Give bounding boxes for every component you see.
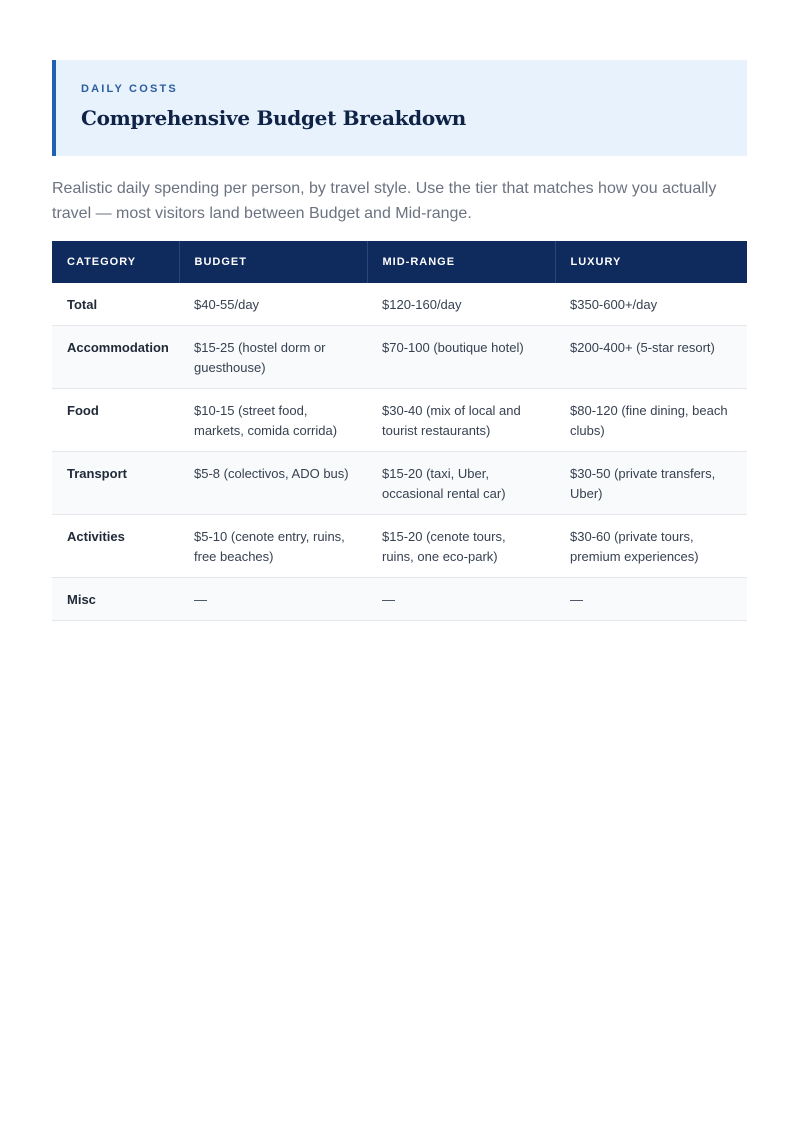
cell-luxury: $200-400+ (5-star resort) — [555, 326, 747, 389]
cell-luxury: $30-60 (private tours, premium experiences) — [555, 515, 747, 578]
intro-paragraph: Realistic daily spending per person, by travel style. Use the tier that matches how you actually travel — most visitors land between Budget and Mid-range. — [52, 180, 717, 222]
row-category: Transport — [52, 452, 179, 515]
row-category: Total — [52, 283, 179, 326]
cell-budget: $5-8 (colectivos, ADO bus) — [179, 452, 367, 515]
cell-mid-range: — — [367, 578, 555, 621]
header-luxury: LUXURY — [555, 241, 747, 283]
table-row — [52, 452, 747, 515]
row-category: Misc — [52, 578, 179, 621]
cell-luxury: — — [555, 578, 747, 621]
row-category: Activities — [52, 515, 179, 578]
header-category: CATEGORY — [52, 241, 179, 283]
cell-budget: $40-55/day — [179, 283, 367, 326]
section-callout — [52, 60, 747, 156]
section-eyebrow: DAILY COSTS — [81, 83, 178, 95]
row-category: Accommodation — [52, 326, 179, 389]
table-header-row — [52, 241, 747, 283]
cell-mid-range: $15-20 (cenote tours, ruins, one eco-park) — [367, 515, 555, 578]
cell-luxury: $80-120 (fine dining, beach clubs) — [555, 389, 747, 452]
header-budget: BUDGET — [179, 241, 367, 283]
cell-mid-range: $70-100 (boutique hotel) — [367, 326, 555, 389]
cell-luxury: $350-600+/day — [555, 283, 747, 326]
table-row — [52, 515, 747, 578]
table-row — [52, 326, 747, 389]
header-mid-range: MID-RANGE — [367, 241, 555, 283]
cell-budget: $5-10 (cenote entry, ruins, free beaches) — [179, 515, 367, 578]
cell-mid-range: $30-40 (mix of local and tourist restaurants) — [367, 389, 555, 452]
table-row — [52, 578, 747, 621]
table-row — [52, 389, 747, 452]
budget-table — [52, 241, 747, 621]
cell-mid-range: $120-160/day — [367, 283, 555, 326]
cell-luxury: $30-50 (private transfers, Uber) — [555, 452, 747, 515]
cell-budget: — — [179, 578, 367, 621]
cell-mid-range: $15-20 (taxi, Uber, occasional rental car) — [367, 452, 555, 515]
section-title: Comprehensive Budget Breakdown — [81, 106, 467, 130]
cell-budget: $10-15 (street food, markets, comida corrida) — [179, 389, 367, 452]
table-row — [52, 283, 747, 326]
cell-budget: $15-25 (hostel dorm or guesthouse) — [179, 326, 367, 389]
row-category: Food — [52, 389, 179, 452]
